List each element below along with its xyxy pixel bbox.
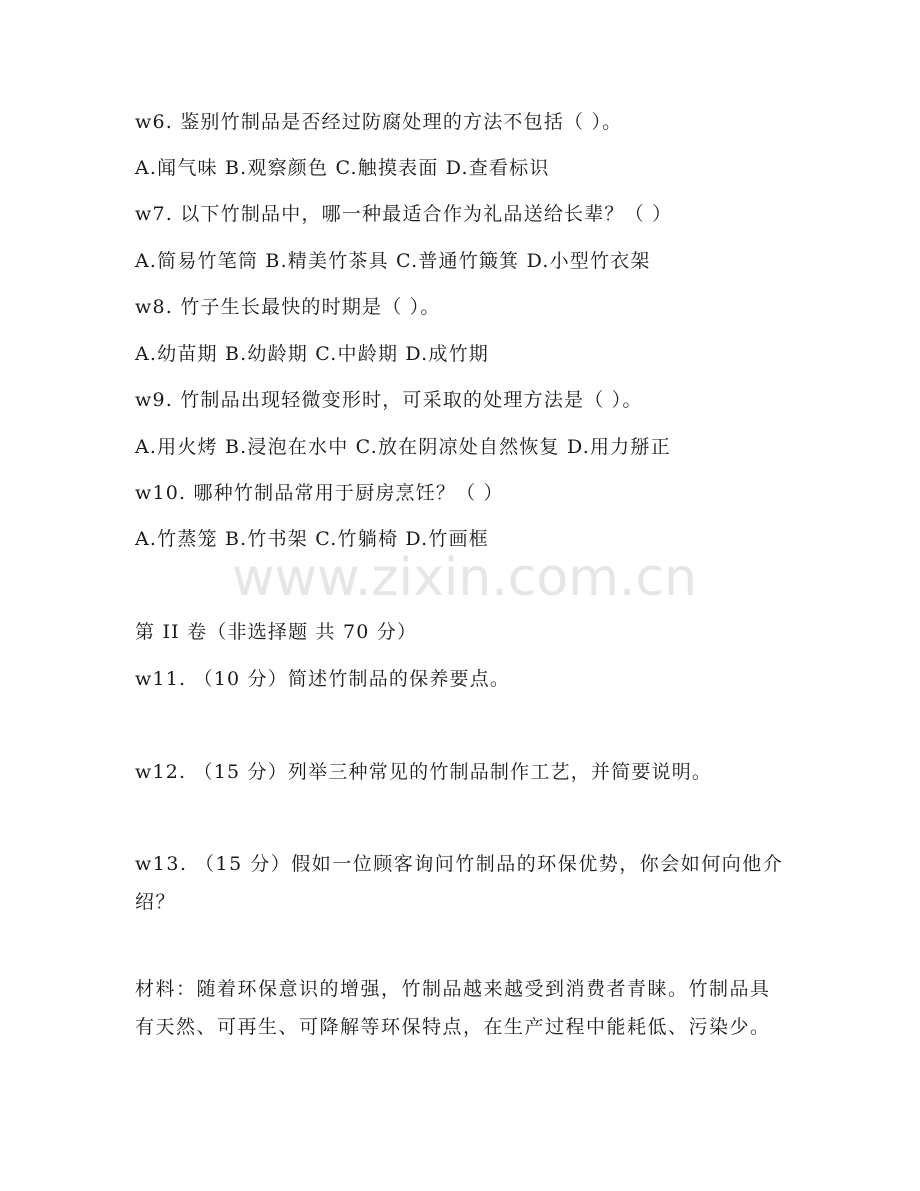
question-w6-options: A.闻气味 B.观察颜色 C.触摸表面 D.查看标识 [135, 157, 550, 179]
question-w8-stem: w8. 竹子生长最快的时期是（ ）。 [135, 296, 441, 318]
question-w11: w11. （10 分）简述竹制品的保养要点。 [135, 668, 511, 690]
question-w7-stem: w7. 以下竹制品中，哪一种最适合作为礼品送给长辈？（ ） [135, 203, 673, 225]
section-title: 第 II 卷（非选择题 共 70 分） [135, 621, 418, 643]
question-w10-stem: w10. 哪种竹制品常用于厨房烹饪？（ ） [135, 482, 504, 504]
question-w6-stem: w6. 鉴别竹制品是否经过防腐处理的方法不包括（ ）。 [135, 111, 623, 133]
material-paragraph: 材料：随着环保意识的增强，竹制品越来越受到消费者青睐。竹制品具有天然、可再生、可降解等环保特点，在生产过程中能耗低、污染少。 [135, 978, 771, 1038]
question-w7-options: A.简易竹笔筒 B.精美竹茶具 C.普通竹簸箕 D.小型竹衣架 [135, 250, 651, 272]
question-w9-stem: w9. 竹制品出现轻微变形时，可采取的处理方法是（ ）。 [135, 389, 643, 411]
question-w12: w12. （15 分）列举三种常见的竹制品制作工艺，并简要说明。 [135, 761, 713, 783]
watermark: www.zixin.com.cn [232, 548, 697, 608]
question-w9-options: A.用火烤 B.浸泡在水中 C.放在阴凉处自然恢复 D.用力掰正 [135, 436, 671, 458]
question-w13: w13. （15 分）假如一位顾客询问竹制品的环保优势，你会如何向他介绍？ [135, 853, 784, 913]
question-w8-options: A.幼苗期 B.幼龄期 C.中龄期 D.成竹期 [135, 343, 489, 365]
question-w10-options: A.竹蒸笼 B.竹书架 C.竹躺椅 D.竹画框 [135, 528, 489, 550]
